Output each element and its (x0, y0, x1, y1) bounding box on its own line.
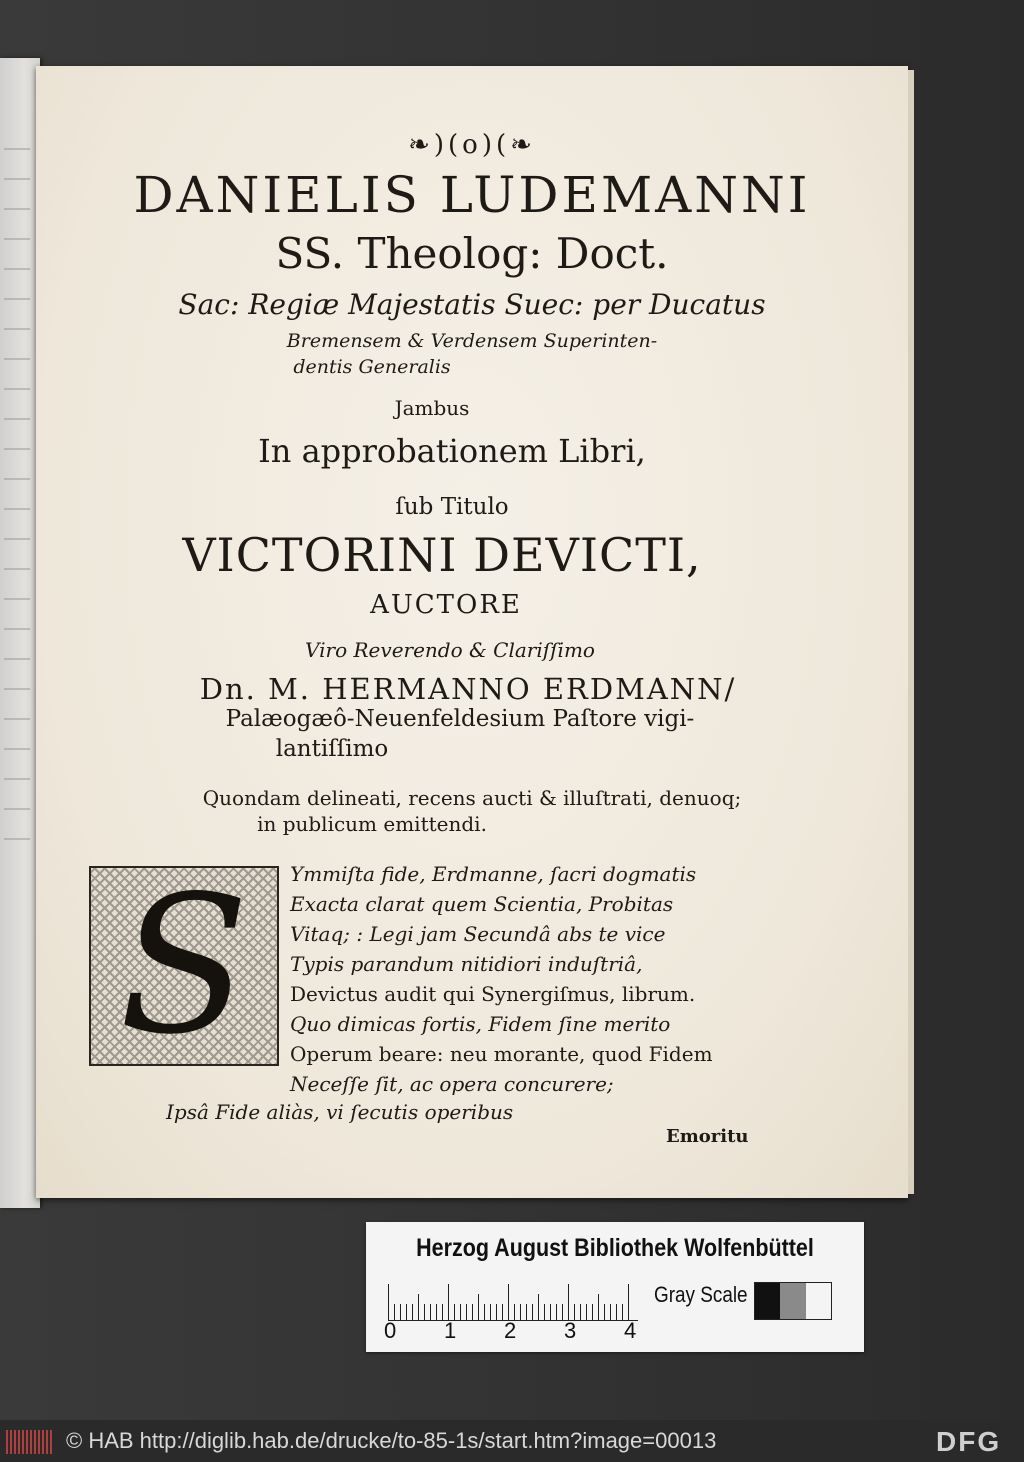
ruler-tick (430, 1304, 431, 1320)
ruler-tick (442, 1304, 443, 1320)
decorated-initial (89, 855, 279, 1076)
ruler-tick (556, 1304, 557, 1320)
gray-scale-swatches (754, 1282, 832, 1320)
ruler-tick (544, 1304, 545, 1320)
bleed-line (4, 298, 30, 300)
author-office-line-1: Sac: Regiæ Majestatis Suec: per Ducatus (178, 288, 766, 321)
quondam-line-2: in publicum emittendi. (257, 812, 487, 836)
author-name: DANIELIS LUDEMANNI (133, 166, 811, 224)
ruler-number: 3 (564, 1318, 577, 1343)
bleed-line (4, 478, 30, 480)
ruler-tick (598, 1294, 599, 1320)
ruler-tick (406, 1304, 407, 1320)
bleed-line (4, 148, 30, 150)
ruler-tick (448, 1284, 449, 1320)
verse-line: Ymmiſta fide, Erdmanne, ſacri dogmatis (290, 862, 697, 886)
ruler-tick (610, 1304, 611, 1320)
dedicatee-name: Dn. M. HERMANNO ERDMANN/ (199, 672, 737, 706)
ruler-tick (526, 1304, 527, 1320)
ruler-tick (622, 1304, 623, 1320)
gray-swatch-dark (755, 1283, 780, 1319)
page-edge (908, 70, 914, 1194)
footer-bar (0, 1420, 1024, 1462)
author-degree: SS. Theolog: Doct. (275, 229, 669, 278)
bleed-line (4, 268, 30, 270)
bleed-line (4, 208, 30, 210)
library-name: Herzog August Bibliothek Wolfenbüttel (416, 1234, 814, 1262)
ruler-tick (508, 1284, 509, 1320)
previous-page-edge (0, 58, 40, 1208)
approbation-line: In approbationem Libri, (258, 432, 646, 470)
ruler-number: 4 (624, 1318, 637, 1343)
ruler-tick (490, 1304, 491, 1320)
ruler-tick (460, 1304, 461, 1320)
jambus-heading: Jambus (394, 396, 470, 420)
color-reference-card (366, 1222, 864, 1352)
gray-swatch-light (806, 1283, 831, 1319)
bleed-line (4, 688, 30, 690)
ruler-tick (388, 1284, 389, 1320)
ruler-tick (478, 1294, 479, 1320)
ruler-tick (466, 1304, 467, 1320)
ruler-tick (562, 1304, 563, 1320)
gray-swatch-mid (780, 1283, 805, 1319)
ruler-tick (496, 1304, 497, 1320)
bleed-line (4, 238, 30, 240)
pastor-line-2: lantiſſimo (275, 736, 389, 762)
ruler-tick (628, 1284, 629, 1320)
ruler-tick (550, 1304, 551, 1320)
verse-line: Devictus audit qui Synergiſmus, librum. (290, 982, 696, 1006)
verse-line: Exacta clarat quem Scientia, Probitas (290, 892, 674, 916)
ruler-tick (538, 1294, 539, 1320)
bleed-line (4, 388, 30, 390)
ruler-tick (616, 1304, 617, 1320)
verse-line: Vitaq; : Legi jam Secundâ abs te vice (290, 922, 666, 946)
ruler-number: 1 (444, 1318, 457, 1343)
scale-ruler (388, 1284, 638, 1321)
ruler-tick (568, 1284, 569, 1320)
ruler-tick (592, 1304, 593, 1320)
pastor-line-1: Palæogæô-Neuenfeldesium Paſtore vigi- (225, 706, 695, 732)
verse-line: Operum beare: neu morante, quod Fidem (290, 1042, 713, 1066)
verse-line: Typis parandum nitidiori induſtriâ, (290, 952, 643, 976)
ruler-tick (418, 1294, 419, 1320)
ruler-tick (532, 1304, 533, 1320)
sub-titulo: ſub Titulo (395, 494, 509, 520)
author-office-line-2: Bremensem & Verdensem Superinten- (286, 330, 658, 352)
ruler-tick (604, 1304, 605, 1320)
book-title: VICTORINI DEVICTI, (182, 528, 702, 582)
ruler-tick (586, 1304, 587, 1320)
ruler-tick (436, 1304, 437, 1320)
bleed-line (4, 178, 30, 180)
auctore-heading: AUCTORE (370, 590, 522, 620)
book-page (36, 66, 908, 1198)
catchword: Emoritu (666, 1126, 749, 1147)
ruler-tick (412, 1304, 413, 1320)
verse-line: Quo dimicas fortis, Fidem ſine merito (290, 1012, 671, 1036)
ruler-tick (472, 1304, 473, 1320)
bleed-line (4, 628, 30, 630)
copyright-url[interactable]: © HAB http://diglib.hab.de/drucke/to-85-1s/start.htm?image=00013 (66, 1428, 717, 1453)
ruler-tick (424, 1304, 425, 1320)
ornament: ❧)(o)(❧ (408, 130, 536, 160)
quondam-line-1: Quondam delineati, recens aucti & illuſtrati, denuoq; (202, 786, 742, 810)
verse-line: Ipsâ Fide aliàs, vi ſecutis operibus (166, 1100, 514, 1124)
gray-scale-label: Gray Scale (654, 1282, 748, 1307)
bleed-line (4, 838, 30, 840)
bleed-line (4, 778, 30, 780)
ruler-tick (400, 1304, 401, 1320)
bleed-line (4, 328, 30, 330)
ruler-tick (502, 1304, 503, 1320)
hab-logo-icon (6, 1430, 54, 1454)
ruler-number: 2 (504, 1318, 517, 1343)
initial-letter: S (91, 868, 277, 1064)
bleed-line (4, 808, 30, 810)
ruler-tick (484, 1304, 485, 1320)
ruler-tick (520, 1304, 521, 1320)
viro-line: Viro Reverendo & Clariſſimo (305, 638, 595, 662)
verse-line: Neceſſe ſit, ac opera concurere; (290, 1072, 614, 1096)
ruler-number: 0 (384, 1318, 397, 1343)
ruler-tick (580, 1304, 581, 1320)
dfg-logo: DFG (936, 1426, 1002, 1457)
author-office-line-3: dentis Generalis (293, 356, 451, 378)
